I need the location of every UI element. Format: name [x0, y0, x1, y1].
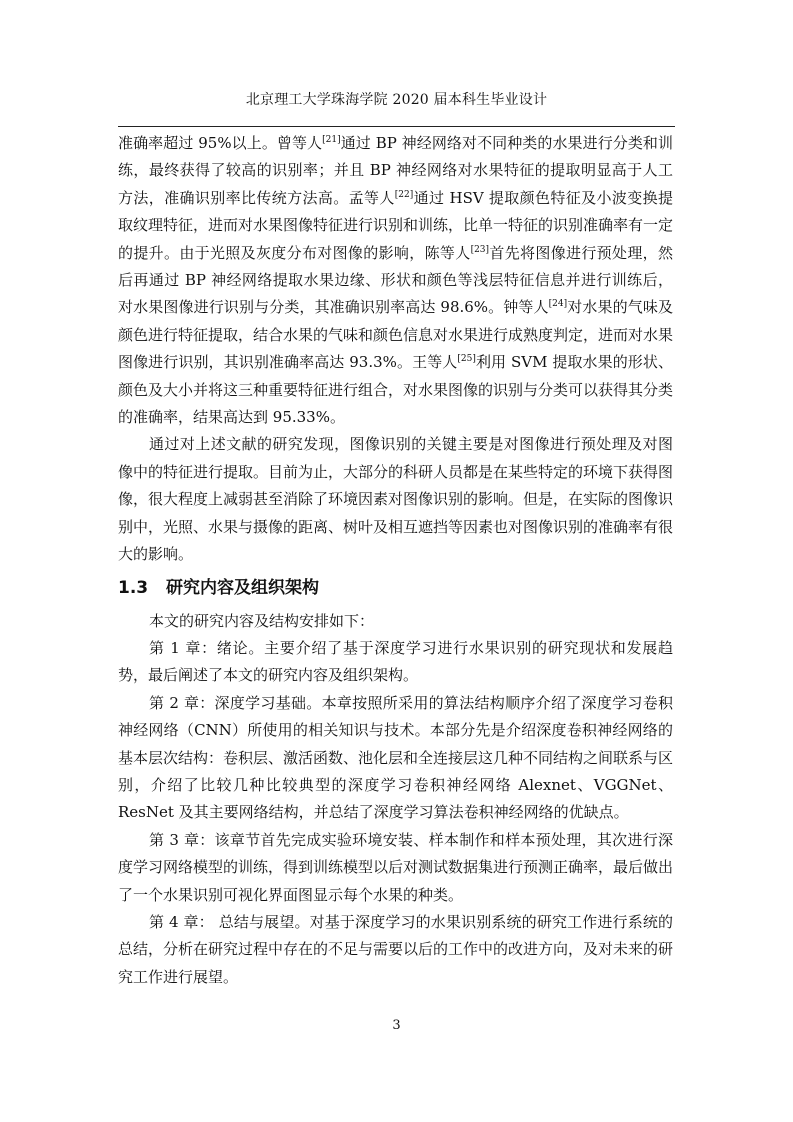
citation-22: [22] [394, 189, 414, 200]
chapter-2-description: 第 2 章：深度学习基础。本章按照所采用的算法结构顺序介绍了深度学习卷积神经网络（CNN）所使用的相关知识与技术。本部分先是介绍深度卷积神经网络的基本层次结构：卷积层、激活函数、池化层和全连接层这几种不同结构之间联系与区别，介绍了比较几种比较典型的深度学习卷积神经网络 Alexnet、VGGNet、ResNet 及其主要网络结构，并总结了深度学习算法卷积神经网络的优缺点。 [118, 693, 674, 822]
section-number: 1.3 [118, 577, 149, 598]
page-number: 3 [392, 1018, 401, 1033]
section-heading [118, 573, 673, 603]
citation-24: [24] [548, 299, 568, 310]
document-body [118, 130, 673, 991]
header-divider [118, 126, 675, 127]
paragraph-related-work: 准确率超过 95%以上。曾等人[21]通过 BP 神经网络对不同种类的水果进行分类和训练，最终获得了较高的识别率；并且 BP 神经网络对水果特征的提取明显高于人工方法，准确识别率比传统方法高。孟等人[22]通过 HSV 提取颜色特征及小波变换提取纹理特征，进而对水果图像特征进行识别和训练，比单一特征的识别准确率有一定的提升。由于光照及灰度分布对图像的影响，陈等人[23]首先将图像进行预处理，然后再通过 BP 神经网络提取水果边缘、形状和颜色等浅层特征信息并进行训练后，对水果图像进行识别与分类，其准确识别率高达 98.6%。钟等人[24]对水果的气味及颜色进行特征提取，结合水果的气味和颜色信息对水果进行成熟度判定，进而对水果图像进行识别，其识别准确率高达 93.3%。王等人[25]利用 SVM 提取水果的形状、颜色及大小并将这三种重要特征进行组合，对水果图像的识别与分类可以获得其分类的准确率，结果高达到 95.33%。 [118, 134, 674, 427]
paragraph-summary: 通过对上述文献的研究发现，图像识别的关键主要是对图像进行预处理及对图像中的特征进行提取。目前为止，大部分的科研人员都是在某些特定的环境下获得图像，很大程度上减弱甚至消除了环境因素对图像识别的影响。但是，在实际的图像识别中，光照、水果与摄像的距离、树叶及相互遮挡等因素也对图像识别的准确率有很大的影响。 [118, 435, 674, 564]
chapter-4-description: 第 4 章： 总结与展望。对基于深度学习的水果识别系统的研究工作进行系统的总结，分析在研究过程中存在的不足与需要以后的工作中的改进方向，及对未来的研究工作进行展望。 [118, 912, 674, 986]
chapter-3-description: 第 3 章：该章节首先完成实验环境安装、样本制作和样本预处理，其次进行深度学习网络模型的训练，得到训练模型以后对测试数据集进行预测正确率，最后做出了一个水果识别可视化界面图显示每个水果的种类。 [118, 830, 674, 904]
section-title: 研究内容及组织架构 [166, 577, 319, 598]
citation-21: [21] [322, 135, 341, 145]
page-header: 北京理工大学珠海学院 2020 届本科生毕业设计 [245, 92, 548, 108]
chapter-1-description: 第 1 章：绪论。主要介绍了基于深度学习进行水果识别的研究现状和发展趋势，最后阐述了本文的研究内容及组织架构。 [118, 638, 673, 685]
section-intro: 本文的研究内容及结构安排如下： [149, 611, 375, 630]
citation-25: [25] [457, 354, 476, 365]
citation-23: [23] [470, 244, 490, 255]
